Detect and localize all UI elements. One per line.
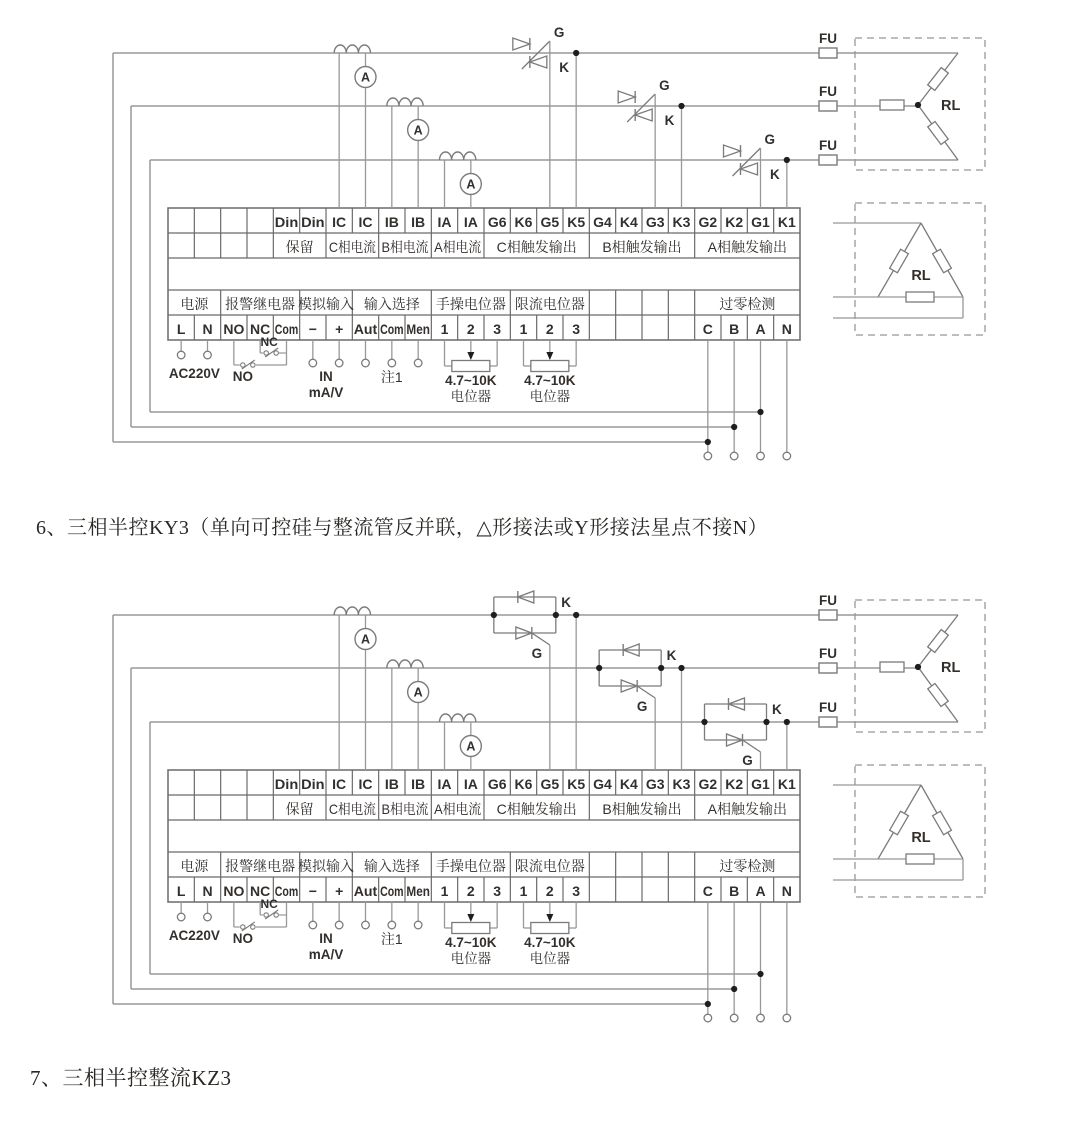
terminal-cell-label: G1: [751, 214, 770, 230]
terminal-cell-label: L: [176, 321, 186, 337]
resistor-body: [890, 811, 909, 835]
junction-dot: [705, 1001, 711, 1007]
terminal-cell-label: 3: [493, 321, 502, 337]
terminal-cell-label: G4: [593, 776, 612, 792]
caption-section-7: 7、三相半控整流KZ3: [30, 1066, 232, 1090]
resistor-body: [880, 662, 904, 672]
resistor-icon: [933, 811, 952, 835]
junction-dot: [757, 971, 763, 977]
diagram-ky3: [113, 25, 985, 460]
cathode-label: K: [559, 60, 570, 75]
terminal-cell-label: G5: [540, 776, 560, 792]
group-label: 电源: [180, 858, 209, 874]
terminal-cell-label: K6: [514, 776, 533, 792]
junction-dot: [701, 719, 707, 725]
terminal-cell-label: IC: [358, 214, 373, 230]
pot-value-label: 4.7~10K: [445, 373, 497, 388]
terminal-pin: [783, 452, 791, 460]
cathode-label: K: [769, 167, 780, 182]
group-label: 报警继电器: [225, 296, 296, 312]
fuse-icon: [819, 101, 837, 111]
terminal-pin: [362, 921, 370, 929]
terminal-cell-label: Com: [274, 321, 299, 337]
terminal-pin: [730, 1014, 738, 1022]
pot-value-label: 4.7~10K: [524, 373, 576, 388]
terminal-cell-label: NO: [223, 883, 245, 899]
terminal-pin: [757, 1014, 765, 1022]
group-label: 输入选择: [363, 296, 420, 312]
terminal-cell-label: L: [176, 883, 186, 899]
ammeter-letter: A: [360, 70, 371, 85]
fuse-icon: [819, 663, 837, 673]
switch-contact: [241, 925, 245, 929]
terminal-cell-label: IA: [437, 214, 452, 230]
fuse-label: FU: [819, 593, 837, 608]
terminal-cell-label: IA: [463, 214, 478, 230]
junction-dot: [915, 102, 921, 108]
wiper-arrow: [546, 352, 553, 360]
junction-dot: [553, 612, 559, 618]
terminal-pin: [204, 351, 212, 359]
terminal-cell-label: A: [755, 883, 766, 899]
fuse-icon: [819, 48, 837, 58]
resistor-icon: [890, 811, 909, 835]
terminal-cell-label: K4: [619, 776, 638, 792]
terminal-cell-label: IB: [384, 776, 399, 792]
terminal-cell-label: G6: [487, 214, 507, 230]
terminal-cell-label: N: [202, 883, 213, 899]
rl-delta-load: [833, 203, 985, 335]
terminal-cell-label: 3: [572, 321, 581, 337]
group-label: B相电流: [381, 239, 429, 255]
terminal-cell-label: 1: [519, 321, 528, 337]
terminal-cell-label: K3: [672, 776, 691, 792]
gate-lead: [743, 740, 761, 752]
fuse-label: FU: [819, 84, 837, 99]
analog-unit-label: mA/V: [308, 947, 344, 962]
gate-label: G: [659, 78, 670, 93]
terminal-cell-label: K3: [672, 214, 691, 230]
load-label: RL: [911, 268, 931, 284]
terminal-cell-label: Din: [301, 776, 325, 792]
group-label: 限流电位器: [514, 858, 585, 874]
terminal-cell-label: IB: [411, 214, 426, 230]
terminal-pin: [335, 921, 343, 929]
fuse-label: FU: [819, 138, 837, 153]
group-label: 报警继电器: [225, 858, 296, 874]
ct-coil-icon: [387, 98, 423, 106]
terminal-cell-label: N: [202, 321, 213, 337]
resistor-icon: [928, 684, 948, 707]
fuse-label: FU: [819, 646, 837, 661]
terminal-cell-label: 1: [440, 321, 449, 337]
switch-contact: [241, 363, 245, 367]
load-label: RL: [941, 660, 961, 676]
terminal-cell-label: G6: [487, 776, 507, 792]
terminal-cell-label: K1: [777, 776, 796, 792]
terminal-cell-label: IC: [332, 776, 347, 792]
note-label: 注1: [380, 931, 403, 947]
pot-value-label: 4.7~10K: [445, 935, 497, 950]
nc-label: NC: [260, 335, 278, 349]
load-label: RL: [911, 830, 931, 846]
switch-contact: [251, 363, 255, 367]
potentiometer-icon: [452, 361, 490, 372]
terminal-cell-label: −: [308, 321, 317, 337]
terminal-pin: [177, 351, 185, 359]
ct-coil-icon: [334, 607, 370, 615]
resistor-body: [890, 249, 909, 273]
terminal-block: [168, 770, 800, 902]
terminal-cell-label: G1: [751, 776, 770, 792]
ammeter-letter: A: [466, 739, 476, 754]
resistor-body: [880, 100, 904, 110]
no-label: NO: [232, 931, 253, 946]
fuse-icon: [819, 155, 837, 165]
group-label: A相电流: [434, 801, 482, 817]
terminal-cell-label: Din: [274, 776, 299, 792]
junction-dot: [731, 424, 737, 430]
terminal-cell-label: B: [729, 883, 740, 899]
terminal-pin: [204, 913, 212, 921]
ammeter-letter: A: [413, 685, 423, 700]
potentiometer-icon: [452, 923, 490, 934]
resistor-body: [933, 811, 952, 835]
analog-in-label: IN: [319, 931, 333, 946]
gate-label: G: [636, 699, 648, 714]
terminal-cell-label: 1: [440, 883, 449, 899]
terminal-cell-label: 3: [493, 883, 502, 899]
potentiometer-icon: [531, 361, 569, 372]
group-label: 模拟输入: [298, 858, 354, 874]
terminal-cell-label: G4: [593, 214, 612, 230]
group-label: 过零检测: [719, 858, 776, 874]
ct-coil-icon: [440, 714, 476, 722]
terminal-cell-label: A: [755, 321, 766, 337]
terminal-cell-label: IB: [411, 776, 426, 792]
cathode-label: K: [666, 648, 677, 663]
terminal-cell-label: G3: [645, 776, 665, 792]
terminal-cell-label: K1: [777, 214, 796, 230]
ac-voltage-label: AC220V: [168, 928, 220, 943]
no-label: NO: [232, 369, 253, 384]
terminal-cell-label: +: [335, 321, 344, 337]
terminal-cell-label: B: [729, 321, 740, 337]
terminal-cell-label: −: [308, 883, 317, 899]
terminal-cell-label: 3: [572, 883, 581, 899]
terminal-cell-label: Com: [274, 883, 299, 899]
junction-dot: [678, 665, 684, 671]
terminal-pin: [414, 359, 422, 367]
ac-voltage-label: AC220V: [168, 366, 220, 381]
group-label: B相电流: [381, 801, 429, 817]
fuse-label: FU: [819, 700, 837, 715]
group-label: B相触发输出: [602, 239, 682, 255]
terminal-cell-label: IC: [332, 214, 347, 230]
pot-name-label: 电位器: [450, 951, 492, 966]
gate-lead: [532, 633, 550, 645]
terminal-cell-label: K5: [567, 776, 586, 792]
terminal-cell-label: IB: [384, 214, 399, 230]
terminal-cell-label: +: [335, 883, 344, 899]
terminal-cell-label: K2: [725, 776, 744, 792]
terminal-cell-label: Men: [406, 883, 430, 899]
terminal-cell-label: 2: [545, 883, 554, 899]
terminal-cell-label: Din: [301, 214, 325, 230]
junction-dot: [784, 719, 790, 725]
group-label: 手操电位器: [435, 296, 506, 312]
cathode-label: K: [561, 595, 572, 610]
terminal-pin: [757, 452, 765, 460]
ct-coil-icon: [440, 152, 476, 160]
terminal-pin: [177, 913, 185, 921]
group-label: 保留: [285, 239, 314, 255]
pot-value-label: 4.7~10K: [524, 935, 576, 950]
pot-name-label: 电位器: [529, 389, 571, 404]
diode-icon: [724, 145, 741, 157]
analog-in-label: IN: [319, 369, 333, 384]
terminal-cell-label: 2: [466, 883, 475, 899]
terminal-pin: [388, 359, 396, 367]
junction-dot: [678, 103, 684, 109]
resistor-icon: [928, 68, 949, 91]
junction-dot: [573, 50, 579, 56]
group-label: C相触发输出: [496, 801, 577, 817]
gate-label: G: [531, 646, 543, 661]
junction-dot: [731, 986, 737, 992]
wiper-arrow: [467, 352, 474, 360]
terminal-block: [168, 208, 800, 340]
switch-contact: [251, 925, 255, 929]
gate-lead: [637, 686, 655, 698]
ammeter-letter: A: [360, 632, 371, 647]
terminal-cell-label: C: [702, 321, 713, 337]
gate-label: G: [742, 753, 753, 768]
terminal-pin: [414, 921, 422, 929]
terminal-cell-label: 1: [519, 883, 528, 899]
terminal-cell-label: IA: [437, 776, 452, 792]
pot-name-label: 电位器: [450, 389, 492, 404]
load-label: RL: [941, 98, 961, 114]
cathode-label: K: [771, 702, 782, 717]
junction-dot: [596, 665, 602, 671]
group-label: 模拟输入: [298, 296, 354, 312]
group-label: 保留: [285, 801, 314, 817]
analog-unit-label: mA/V: [308, 385, 344, 400]
wiper-arrow: [546, 914, 553, 922]
terminal-pin: [309, 359, 317, 367]
cathode-label: K: [664, 113, 675, 128]
terminal-pin: [783, 1014, 791, 1022]
rl-star-load: [855, 38, 985, 170]
resistor-body: [906, 854, 934, 864]
terminal-pin: [388, 921, 396, 929]
diagram-kz3: [113, 591, 985, 1022]
terminal-cell-label: G3: [645, 214, 665, 230]
switch-contact: [274, 351, 278, 355]
nc-label: NC: [260, 897, 278, 911]
gate-label: G: [764, 132, 776, 147]
ct-coil-icon: [387, 660, 423, 668]
terminal-cell-label: NO: [223, 321, 245, 337]
terminal-cell-label: K5: [567, 214, 586, 230]
junction-dot: [658, 665, 664, 671]
ammeter-letter: A: [413, 123, 423, 138]
note-label: 注1: [380, 369, 403, 385]
junction-dot: [915, 664, 921, 670]
rl-star-load: [855, 600, 985, 732]
junction-dot: [491, 612, 497, 618]
rl-delta-load: [833, 765, 985, 897]
fuse-label: FU: [819, 31, 837, 46]
group-label: 手操电位器: [435, 858, 506, 874]
gate-label: G: [553, 25, 565, 40]
resistor-icon: [933, 249, 952, 273]
terminal-pin: [309, 921, 317, 929]
terminal-pin: [730, 452, 738, 460]
terminal-cell-label: Com: [380, 883, 404, 899]
terminal-cell-label: N: [781, 321, 792, 337]
group-label: B相触发输出: [602, 801, 682, 817]
terminal-cell-label: Aut: [353, 321, 378, 337]
terminal-cell-label: Din: [274, 214, 299, 230]
terminal-pin: [704, 1014, 712, 1022]
terminal-cell-label: G2: [698, 776, 718, 792]
terminal-cell-label: G2: [698, 214, 718, 230]
terminal-pin: [335, 359, 343, 367]
wiper-arrow: [467, 914, 474, 922]
junction-dot: [705, 439, 711, 445]
resistor-icon: [928, 122, 948, 145]
group-label: 输入选择: [363, 858, 420, 874]
diode-icon: [513, 38, 530, 50]
resistor-body: [906, 292, 934, 302]
group-label: A相触发输出: [707, 801, 788, 817]
terminal-cell-label: C: [702, 883, 713, 899]
terminal-cell-label: K6: [514, 214, 533, 230]
group-label: A相电流: [434, 239, 482, 255]
resistor-body: [928, 630, 949, 653]
terminal-cell-label: NC: [250, 321, 271, 337]
terminal-cell-label: N: [781, 883, 792, 899]
terminal-cell-label: Aut: [353, 883, 378, 899]
terminal-cell-label: K2: [725, 214, 744, 230]
pot-name-label: 电位器: [529, 951, 571, 966]
junction-dot: [763, 719, 769, 725]
terminal-cell-label: 2: [545, 321, 554, 337]
group-label: A相触发输出: [707, 239, 788, 255]
terminal-cell-label: G5: [540, 214, 560, 230]
group-label: C相电流: [328, 801, 376, 817]
junction-dot: [784, 157, 790, 163]
fuse-icon: [819, 610, 837, 620]
group-label: 过零检测: [719, 296, 776, 312]
junction-dot: [757, 409, 763, 415]
terminal-cell-label: K4: [619, 214, 638, 230]
fuse-icon: [819, 717, 837, 727]
terminal-cell-label: Men: [406, 321, 430, 337]
potentiometer-icon: [531, 923, 569, 934]
resistor-body: [928, 68, 949, 91]
terminal-cell-label: NC: [250, 883, 271, 899]
terminal-pin: [362, 359, 370, 367]
group-label: 限流电位器: [514, 296, 585, 312]
terminal-cell-label: 2: [466, 321, 475, 337]
junction-dot: [573, 612, 579, 618]
ammeter-letter: A: [466, 177, 476, 192]
resistor-icon: [928, 630, 949, 653]
terminal-cell-label: IA: [463, 776, 478, 792]
resistor-body: [928, 684, 948, 707]
group-label: C相触发输出: [496, 239, 577, 255]
resistor-body: [933, 249, 952, 273]
terminal-cell-label: Com: [380, 321, 404, 337]
resistor-body: [928, 122, 948, 145]
group-label: 电源: [180, 296, 209, 312]
terminal-cell-label: IC: [358, 776, 373, 792]
group-label: C相电流: [328, 239, 376, 255]
ct-coil-icon: [334, 45, 370, 53]
switch-contact: [274, 913, 278, 917]
diode-icon: [618, 91, 635, 103]
caption-section-6: 6、三相半控KY3（单向可控硅与整流管反并联，△形接法或Y形接法星点不接N）: [36, 517, 769, 539]
terminal-pin: [704, 452, 712, 460]
switch-contact: [264, 351, 268, 355]
switch-contact: [264, 913, 268, 917]
resistor-icon: [890, 249, 909, 273]
